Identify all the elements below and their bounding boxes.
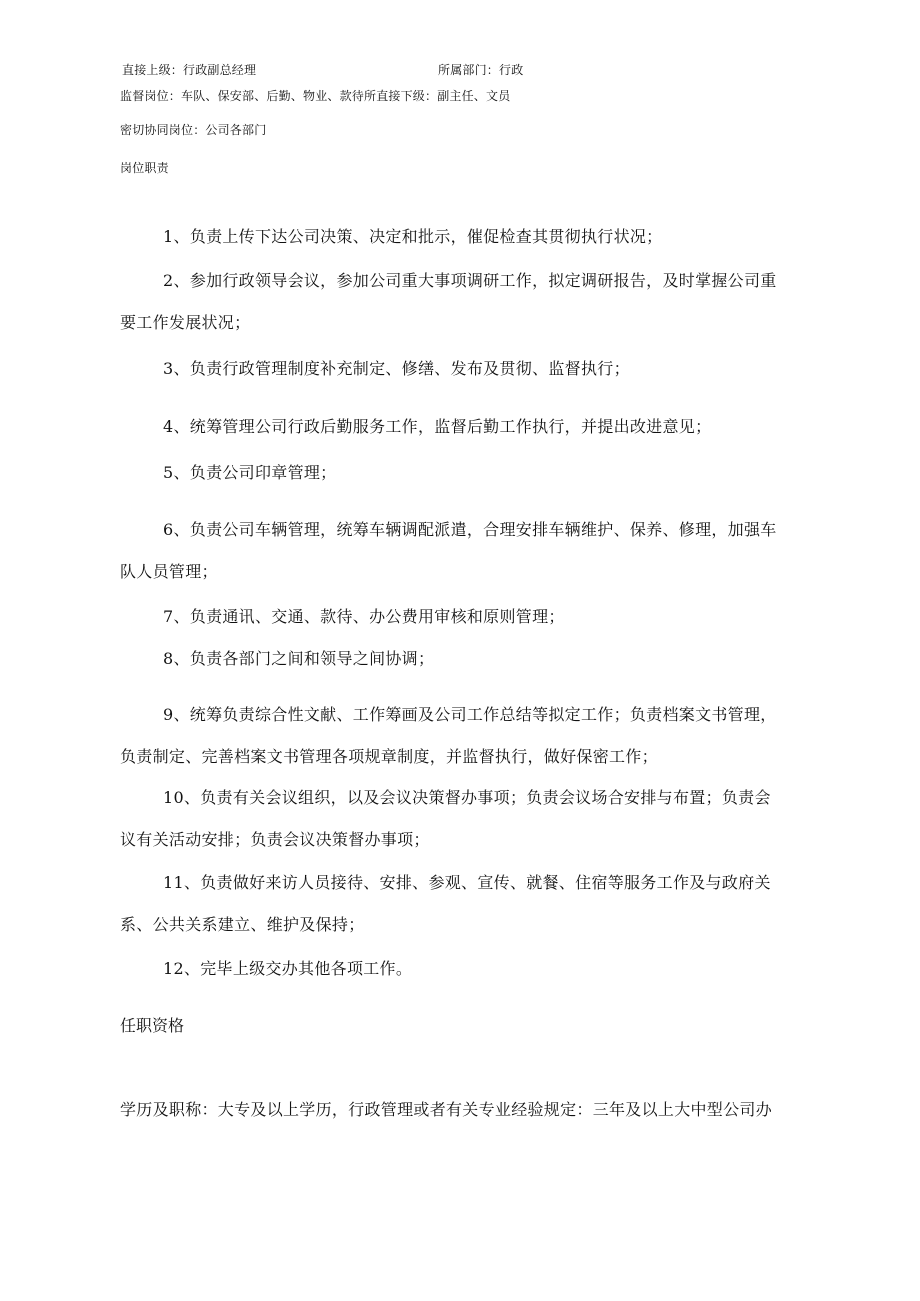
duties-title: 岗位职责 xyxy=(120,161,169,175)
duty-11-cont: 系、公共关系建立、维护及保持； xyxy=(120,915,365,934)
duty-7: 7、负责通讯、交通、款待、办公费用审核和原则管理； xyxy=(163,607,565,626)
education-line: 学历及职称：大专及以上学历，行政管理或者有关专业经验规定：三年及以上大中型公司办 xyxy=(120,1100,773,1119)
qualifications-title: 任职资格 xyxy=(120,1016,185,1035)
duty-10: 10、负责有关会议组织，以及会议决策督办事项；负责会议场合安排与布置；负责会 xyxy=(163,788,771,807)
duty-4: 4、统筹管理公司行政后勤服务工作，监督后勤工作执行，并提出改进意见； xyxy=(163,417,712,436)
duty-6-cont: 队人员管理； xyxy=(120,562,218,581)
department: 所属部门：行政 xyxy=(438,63,524,77)
duty-9: 9、统筹负责综合性文献、工作筹画及公司工作总结等拟定工作；负责档案文书管理， xyxy=(163,705,777,724)
supervised-posts: 监督岗位：车队、保安部、后勤、物业、款待所直接下级：副主任、文员 xyxy=(120,89,511,103)
duty-11: 11、负责做好来访人员接待、安排、参观、宣传、就餐、住宿等服务工作及与政府关 xyxy=(163,873,771,892)
duty-2: 2、参加行政领导会议，参加公司重大事项调研工作，拟定调研报告，及时掌握公司重 xyxy=(163,271,777,290)
duty-9-cont: 负责制定、完善档案文书管理各项规章制度，并监督执行，做好保密工作； xyxy=(120,747,658,766)
duty-1: 1、负责上传下达公司决策、决定和批示，催促检查其贯彻执行状况； xyxy=(163,227,663,246)
duty-3: 3、负责行政管理制度补充制定、修缮、发布及贯彻、监督执行； xyxy=(163,359,630,378)
direct-superior: 直接上级：行政副总经理 xyxy=(122,63,257,77)
cooperating-posts: 密切协同岗位：公司各部门 xyxy=(120,123,267,137)
duty-8: 8、负责各部门之间和领导之间协调； xyxy=(163,649,435,668)
duty-10-cont: 议有关活动安排；负责会议决策督办事项； xyxy=(120,830,430,849)
duty-5: 5、负责公司印章管理； xyxy=(163,463,337,482)
duty-12: 12、完毕上级交办其他各项工作。 xyxy=(163,959,413,978)
duty-2-cont: 要工作发展状况； xyxy=(120,313,251,332)
duty-6: 6、负责公司车辆管理，统筹车辆调配派遣，合理安排车辆维护、保养、修理，加强车 xyxy=(163,520,777,539)
